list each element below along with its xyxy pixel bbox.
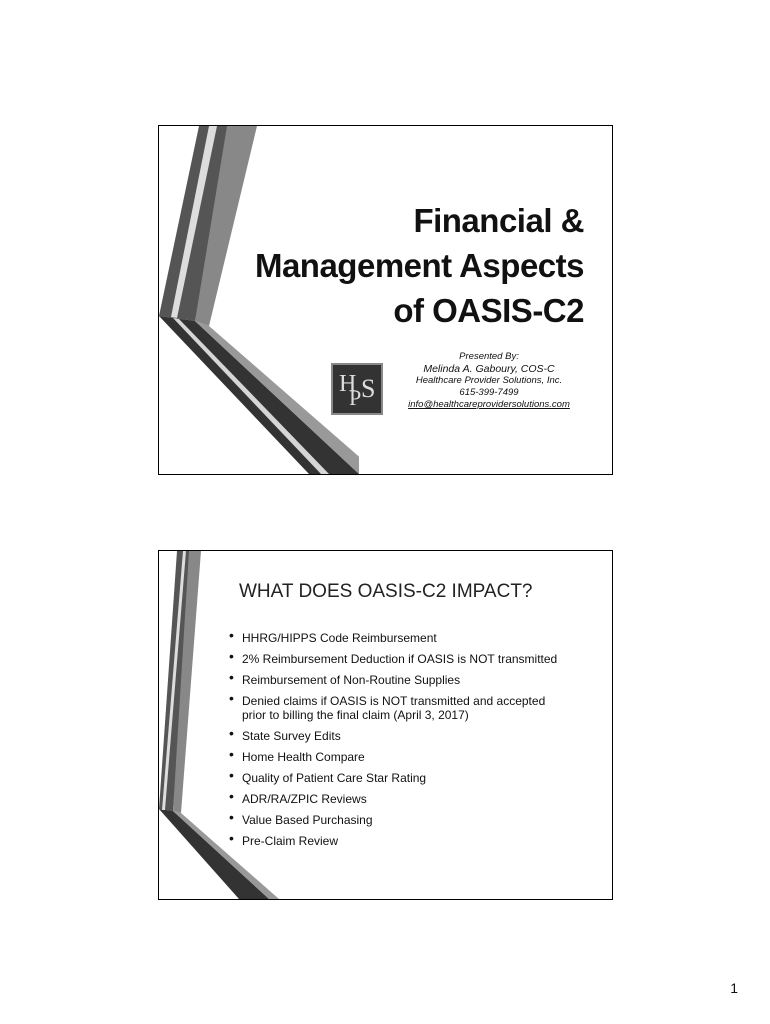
svg-text:S: S bbox=[361, 374, 376, 403]
title-line: of OASIS-C2 bbox=[393, 292, 584, 329]
list-item: • Denied claims if OASIS is NOT transmitted and accepted prior to billing the final claim (April 3, 2017) bbox=[229, 690, 546, 722]
slide-title bbox=[244, 198, 584, 333]
email-link[interactable]: info@healthcareprovidersolutions.com bbox=[408, 399, 570, 410]
list-item: • Quality of Patient Care Star Rating bbox=[229, 767, 427, 785]
list-item: • Pre-Claim Review bbox=[229, 830, 339, 848]
company-logo bbox=[331, 363, 383, 415]
phone-number: 615-399-7499 bbox=[459, 387, 519, 398]
svg-text:H: H bbox=[339, 371, 357, 397]
title-slide bbox=[158, 125, 613, 475]
presented-by-label: Presented By: bbox=[459, 351, 519, 362]
presenter-name: Melinda A. Gaboury, COS-C bbox=[423, 363, 555, 375]
list-item: • 2% Reimbursement Deduction if OASIS is NOT transmitted bbox=[229, 648, 558, 666]
page-number: 1 bbox=[730, 980, 738, 996]
presenter-info bbox=[389, 351, 589, 411]
slide-title: WHAT DOES OASIS-C2 IMPACT? bbox=[239, 581, 533, 602]
svg-text:P: P bbox=[349, 385, 362, 410]
list-item: • Value Based Purchasing bbox=[229, 809, 373, 827]
impact-slide bbox=[158, 550, 613, 900]
list-item: • Home Health Compare bbox=[229, 746, 365, 764]
list-item: • Reimbursement of Non-Routine Supplies bbox=[229, 669, 461, 687]
list-item: • State Survey Edits bbox=[229, 725, 341, 743]
title-line: Financial & bbox=[413, 202, 584, 239]
company-name: Healthcare Provider Solutions, Inc. bbox=[415, 375, 563, 386]
list-item: • ADR/RA/ZPIC Reviews bbox=[229, 788, 367, 806]
title-line: Management Aspects bbox=[254, 247, 584, 284]
list-item: • HHRG/HIPPS Code Reimbursement bbox=[229, 627, 437, 645]
bullet-list bbox=[229, 627, 558, 855]
